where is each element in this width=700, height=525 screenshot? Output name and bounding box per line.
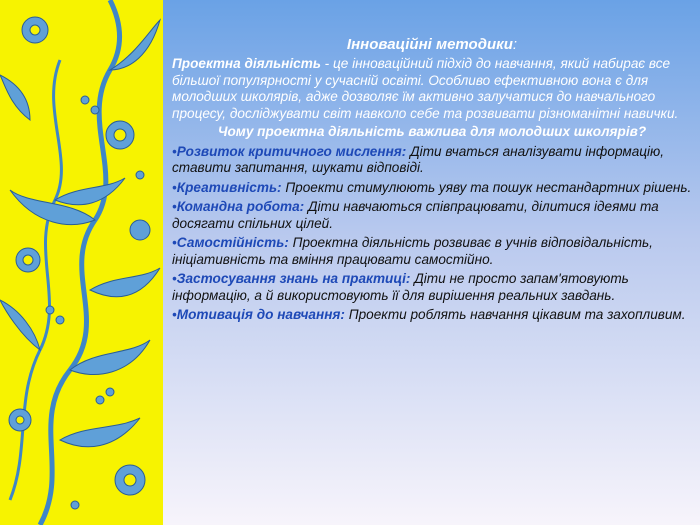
- content-area: [163, 0, 700, 525]
- bullet-keyword: Самостійність:: [176, 235, 289, 250]
- intro-text: це інноваційний підхід до навчання, який набирає все більшої популярності у сучасній освіті. Особливо ефективною вона є для молодших школярів, адже дозволяє їм активно залучатися до навчального процесу, досліджувати світ навколо себе та розвивати різноманітні навички.: [172, 56, 679, 121]
- bullet-keyword: Розвиток критичного мислення:: [176, 143, 407, 159]
- slide-text: [172, 36, 692, 324]
- bullet-item: [172, 199, 692, 232]
- bullet-marker: •: [172, 143, 177, 159]
- title-colon: :: [512, 36, 518, 53]
- question-heading: Чому проектна діяльність важлива для молодших школярів?: [217, 124, 647, 139]
- bullet-marker: •: [172, 199, 177, 214]
- slide-title: [172, 36, 692, 54]
- bullet-keyword: Креативність:: [176, 179, 282, 195]
- bullet-keyword: Застосування знань на практиці:: [176, 271, 411, 286]
- bullet-text: Проекти стимулюють уяву та пошук нестандартних рішень.: [281, 179, 692, 195]
- bullet-marker: •: [172, 235, 177, 250]
- bullet-keyword: Командна робота:: [176, 199, 305, 214]
- bullet-item: [172, 180, 692, 197]
- bullet-marker: •: [172, 307, 177, 322]
- bullet-marker: •: [172, 271, 177, 286]
- bullet-text: Діти навчаються співпрацювати, ділитися ідеями та досягати спільних цілей.: [172, 199, 659, 231]
- bullet-item: [172, 271, 692, 304]
- bullet-text: Діти не просто запам'ятовують інформацію, а й використовують її для вирішення реальних завдань.: [172, 271, 629, 303]
- bullet-keyword: Мотивація до навчання:: [176, 307, 345, 322]
- bullet-item: [172, 307, 692, 324]
- folk-ornament-panel: [0, 0, 163, 525]
- intro-paragraph: [172, 56, 692, 122]
- bullet-item: [172, 144, 692, 177]
- floral-ornament-image: [0, 0, 163, 525]
- bullet-text: Проектна діяльність розвиває в учнів відповідальність, ініціативність та вміння працювати самостійно.: [172, 235, 653, 267]
- bullet-text: Діти вчаться аналізувати інформацію, ставити запитання, шукати відповіді.: [172, 143, 665, 175]
- title-text: Інноваційні методики: [346, 36, 513, 53]
- bullet-text: Проекти роблять навчання цікавим та захопливим.: [344, 307, 686, 322]
- bullet-marker: •: [172, 179, 177, 195]
- intro-dash: -: [320, 56, 333, 71]
- bullet-item: [172, 235, 692, 268]
- intro-lead: Проектна діяльність: [172, 56, 321, 71]
